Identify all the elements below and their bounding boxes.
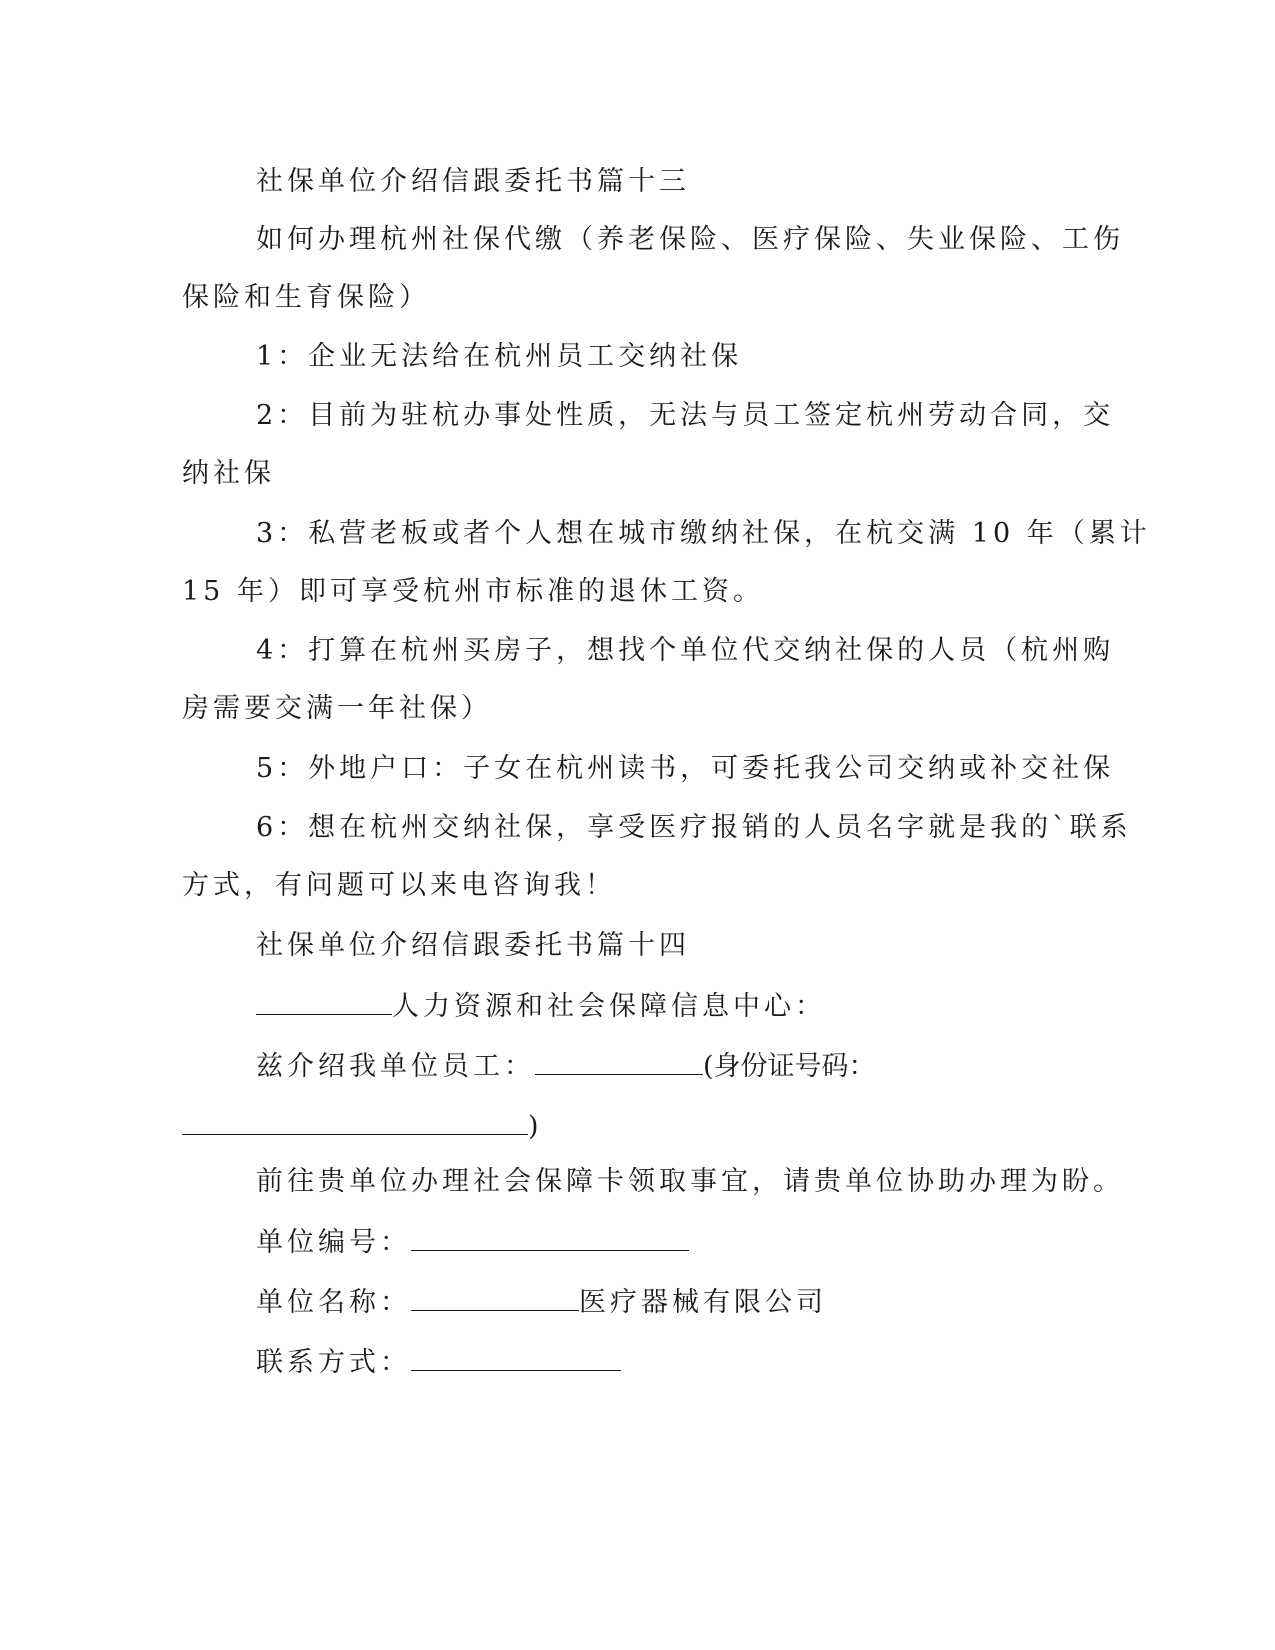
unit-number-blank[interactable] xyxy=(411,1220,689,1251)
id-number-blank[interactable] xyxy=(182,1104,528,1135)
purpose-line: 前往贵单位办理社会保障卡领取事宜，请贵单位协助办理为盼。 xyxy=(256,1166,1124,1197)
id-number-label: (身份证号码： xyxy=(703,1051,876,1082)
list-item-3-line-1: 3：私营老板或者个人想在城市缴纳社保，在杭交满 10 年（累计 xyxy=(256,518,1151,549)
list-item-6-line-2: 方式，有问题可以来电咨询我！ xyxy=(182,870,616,901)
unit-name-line xyxy=(256,1280,827,1323)
employee-intro-line xyxy=(256,1044,876,1087)
addressee-blank[interactable] xyxy=(256,984,392,1015)
list-item-2-line-2: 纳社保 xyxy=(182,458,275,489)
list-item-5: 5：外地户口：子女在杭州读书，可委托我公司交纳或补交社保 xyxy=(256,753,1115,784)
unit-name-suffix: 医疗器械有限公司 xyxy=(579,1287,827,1318)
list-item-1: 1：企业无法给在杭州员工交纳社保 xyxy=(256,341,743,372)
id-number-close: ) xyxy=(528,1111,539,1142)
list-item-2-line-1: 2：目前为驻杭办事处性质，无法与员工签定杭州劳动合同，交 xyxy=(256,400,1115,431)
addressee-line xyxy=(256,984,826,1027)
unit-number-line xyxy=(256,1220,689,1263)
contact-line xyxy=(256,1340,621,1383)
id-number-line xyxy=(182,1104,539,1147)
section-heading-13: 社保单位介绍信跟委托书篇十三 xyxy=(256,166,690,197)
unit-name-label: 单位名称： xyxy=(256,1287,411,1318)
employee-intro-label: 兹介绍我单位员工： xyxy=(256,1051,535,1082)
section-heading-14: 社保单位介绍信跟委托书篇十四 xyxy=(256,930,690,961)
list-item-4-line-2: 房需要交满一年社保） xyxy=(182,693,492,724)
addressee-text: 人力资源和社会保障信息中心： xyxy=(392,991,826,1022)
list-item-6-line-1: 6：想在杭州交纳社保，享受医疗报销的人员名字就是我的`联系 xyxy=(256,812,1132,843)
unit-name-blank[interactable] xyxy=(411,1280,579,1311)
list-item-3-line-2: 15 年）即可享受杭州市标准的退休工资。 xyxy=(182,576,764,607)
employee-name-blank[interactable] xyxy=(535,1044,703,1075)
list-item-4-line-1: 4：打算在杭州买房子，想找个单位代交纳社保的人员（杭州购 xyxy=(256,635,1115,666)
contact-blank[interactable] xyxy=(411,1340,621,1371)
intro-paragraph-line-2: 保险和生育保险） xyxy=(182,282,430,313)
intro-paragraph-line-1: 如何办理杭州社保代缴（养老保险、医疗保险、失业保险、工伤 xyxy=(256,224,1124,255)
contact-label: 联系方式： xyxy=(256,1347,411,1378)
unit-number-label: 单位编号： xyxy=(256,1227,411,1258)
